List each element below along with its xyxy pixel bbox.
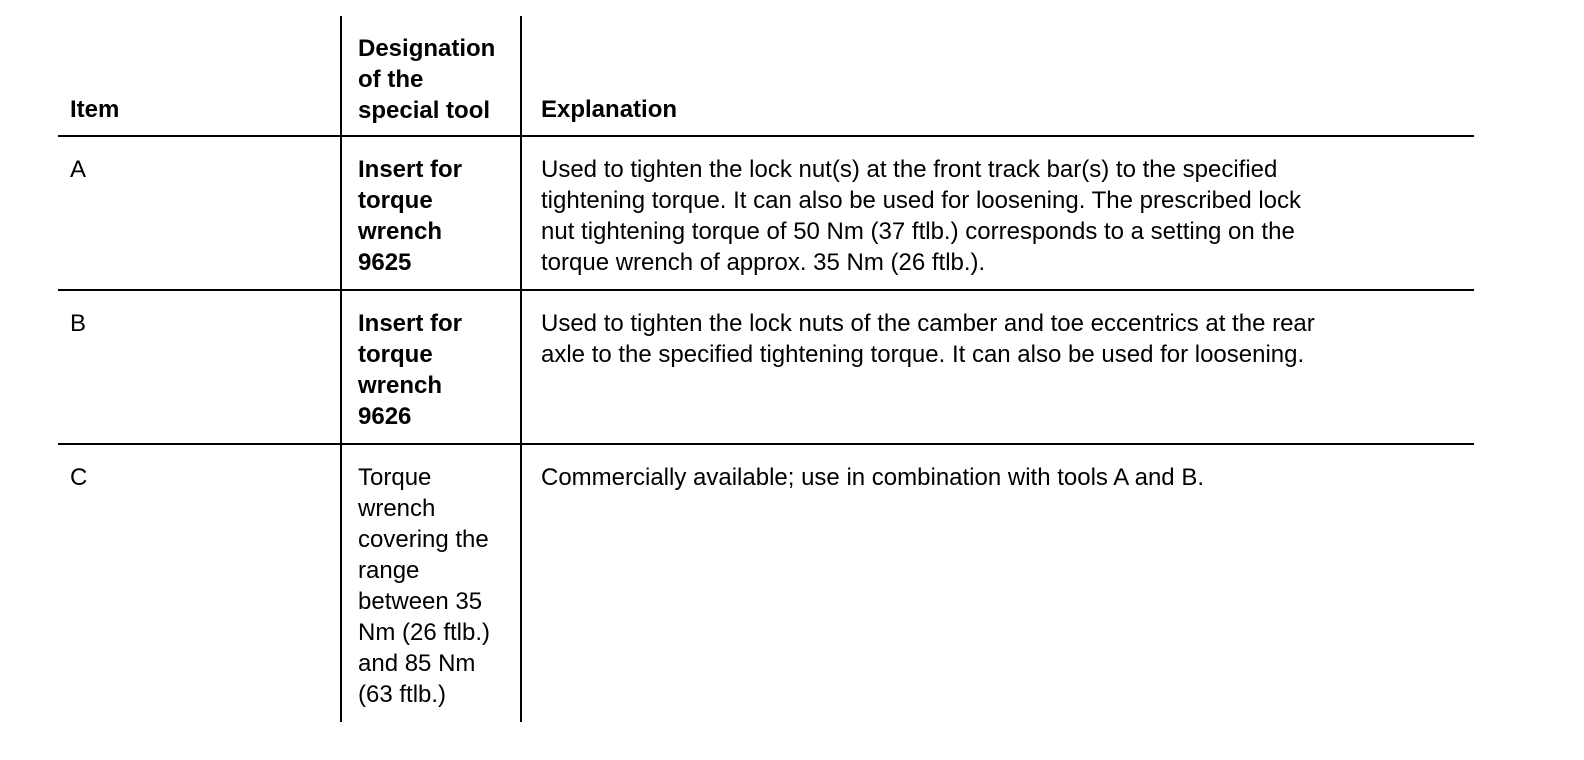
designation-line: torque: [358, 341, 433, 368]
header-designation-line: of the: [358, 66, 424, 93]
explanation-line: Commercially available; use in combination with tools A and B.: [541, 464, 1204, 491]
designation-line: 9626: [358, 403, 412, 430]
item-cell: A: [70, 156, 87, 183]
explanation-cell: [541, 308, 1451, 370]
header-item: Item: [70, 96, 120, 123]
designation-line: covering the: [358, 526, 489, 553]
designation-line: wrench: [358, 495, 436, 522]
designation-line: (63 ftlb.): [358, 681, 447, 708]
header-designation-line: Designation: [358, 35, 496, 62]
designation-line: 9625: [358, 249, 412, 276]
header-designation: [358, 33, 528, 126]
designation-line: and 85 Nm: [358, 650, 476, 677]
header-designation-line: special tool: [358, 97, 491, 124]
designation-line: Nm (26 ftlb.): [358, 619, 491, 646]
explanation-cell: [541, 154, 1451, 278]
table-header-row: [58, 16, 1474, 136]
explanation-line: axle to the specified tightening torque. It can also be used for loosening.: [541, 341, 1305, 368]
designation-line: range: [358, 557, 420, 584]
designation-line: between 35: [358, 588, 483, 615]
designation-cell: [358, 462, 528, 710]
row-divider: [58, 443, 1474, 445]
item-cell: C: [70, 464, 88, 491]
explanation-cell: [541, 462, 1451, 493]
designation-line: Insert for: [358, 156, 463, 183]
designation-line: wrench: [358, 218, 443, 245]
explanation-line: Used to tighten the lock nuts of the camber and toe eccentrics at the rear: [541, 310, 1315, 337]
designation-cell: [358, 154, 528, 278]
designation-line: Insert for: [358, 310, 463, 337]
explanation-line: tightening torque. It can also be used for loosening. The prescribed lock: [541, 187, 1302, 214]
designation-line: torque: [358, 187, 433, 214]
header-explanation: Explanation: [541, 96, 678, 123]
row-divider: [58, 289, 1474, 291]
explanation-line: Used to tighten the lock nut(s) at the front track bar(s) to the specified: [541, 156, 1278, 183]
special-tools-table: [58, 16, 1474, 744]
designation-line: wrench: [358, 372, 443, 399]
explanation-line: torque wrench of approx. 35 Nm (26 ftlb.).: [541, 249, 986, 276]
explanation-line: nut tightening torque of 50 Nm (37 ftlb.) corresponds to a setting on the: [541, 218, 1295, 245]
designation-cell: [358, 308, 528, 432]
designation-line: Torque: [358, 464, 432, 491]
item-cell: B: [70, 310, 87, 337]
